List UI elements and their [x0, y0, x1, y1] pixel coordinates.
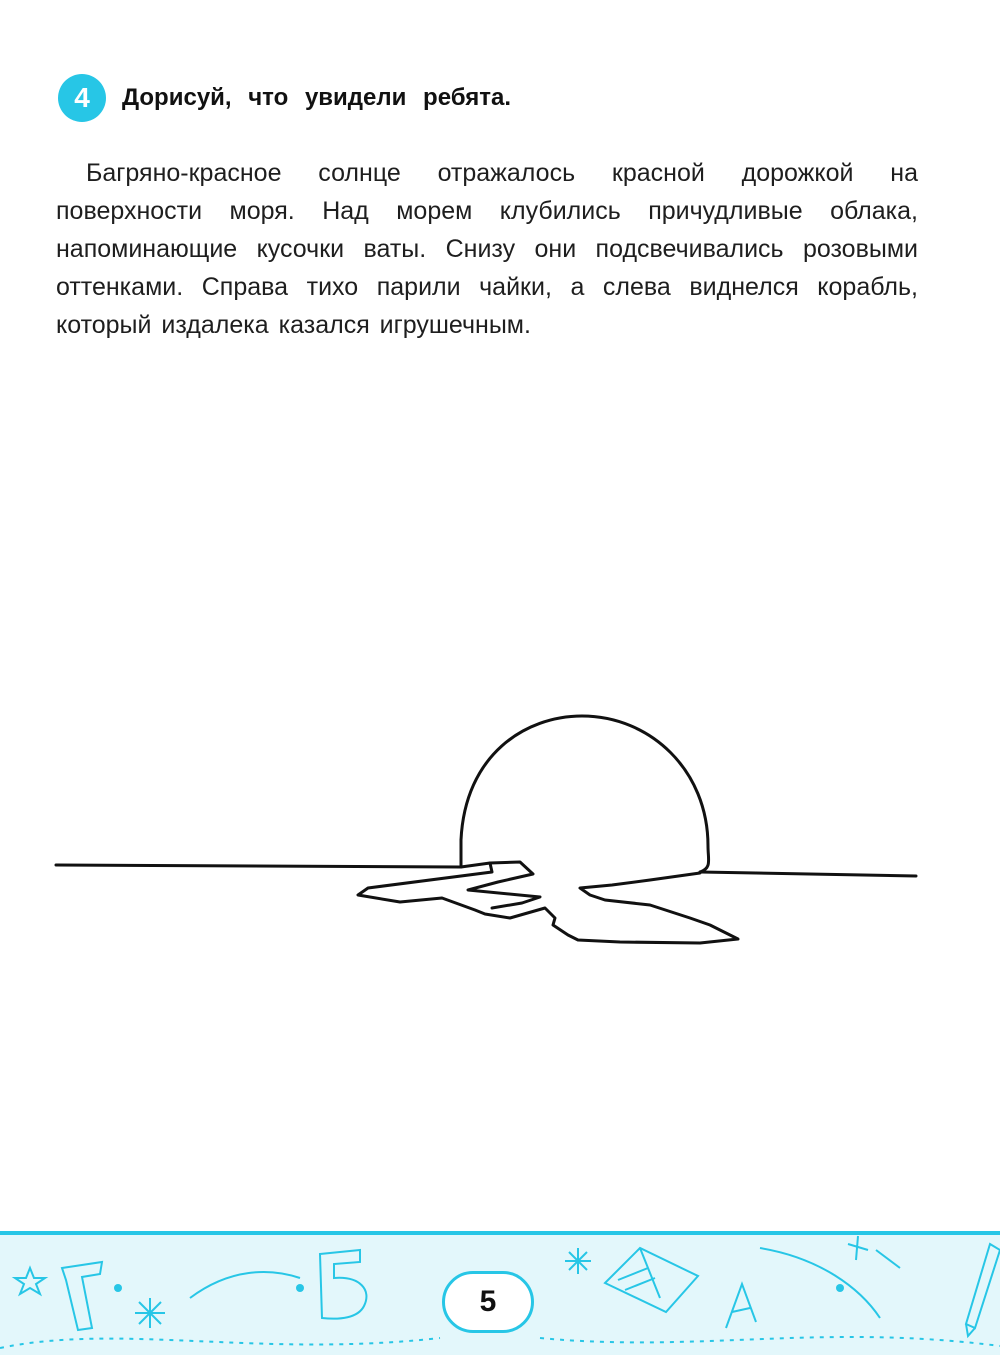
- sun-reflection-inner: [468, 862, 540, 908]
- sunset-outline-drawing: [0, 700, 1000, 960]
- snowflake-icon: [135, 1298, 165, 1328]
- story-text-block: [56, 154, 918, 344]
- task-number-badge: 4: [58, 74, 106, 122]
- page-number: 5: [442, 1271, 534, 1333]
- sun-reflection-path: [358, 863, 738, 943]
- story-paragraph: Багряно-красное солнце отражалось красной дорожкой на поверхности моря. Над морем клубились причудливые облака, напоминающие кусочки ваты. Снизу они подсвечивались розовыми оттенками. Справа тихо парили чайки, а слева виднелся корабль, который издалека казался игрушечным.: [56, 159, 918, 339]
- horizon-right-line: [700, 872, 916, 876]
- sun-half-circle: [461, 716, 709, 872]
- horizon-left-line: [56, 840, 461, 867]
- task-header: [58, 70, 511, 126]
- page-footer: [0, 1228, 1000, 1355]
- task-title: Дорисуй, что увидели ребята.: [122, 84, 512, 111]
